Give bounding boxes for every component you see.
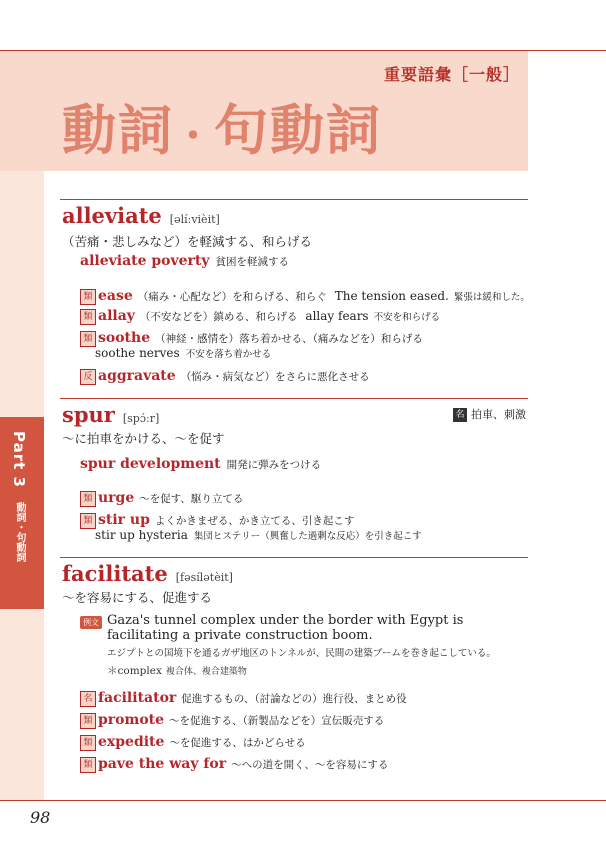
related-word: 類 pave the way for ～への道を開く、～を容易にする [80, 756, 388, 773]
headword: spur [spɔ́ːr] [62, 402, 160, 427]
page-number: 98 [30, 808, 51, 827]
synonym-badge: 類 [80, 491, 96, 507]
related-example: soothe nerves 不安を落ち着かせる [95, 346, 272, 360]
definition: （苦痛・悲しみなど）を軽減する、和らげる [62, 234, 313, 249]
example-translation: エジプトとの国境下を通るガザ地区のトンネルが、民間の建築ブームを巻き起こしている。 [107, 648, 496, 659]
related-word: 類 stir up よくかきまぜる、かき立てる、引き起こす [80, 512, 354, 529]
entry-divider [60, 199, 528, 200]
title-dot: ・ [174, 114, 215, 158]
antonym-badge: 反 [80, 369, 96, 385]
related-word: 類 allay （不安などを）鎮める、和らげる allay fears 不安を和らげる [80, 308, 440, 325]
pronunciation: [spɔ́ːr] [122, 412, 160, 425]
example-translation: 緊張は緩和した。 [453, 292, 530, 303]
synonym-badge: 類 [80, 309, 96, 325]
headword: alleviate [əlíːvièit] [62, 203, 220, 228]
title-main: 動詞 [62, 99, 174, 162]
part-sub-label: 動詞・句動詞 [14, 501, 25, 562]
title-sub: 句動詞 [214, 99, 383, 162]
example-sentence: Gaza's tunnel complex under the border with Egypt is facilitating a private construction boom. [107, 613, 464, 643]
related-word: 類 urge ～を促す、駆り立てる [80, 490, 243, 507]
example-phrase: allay fears [305, 309, 369, 323]
definition: ～を容易にする、促進する [62, 590, 213, 605]
collocation: spur development 開発に弾みをつける [80, 456, 322, 472]
related-word: 類 ease （痛み・心配など）を和らげる、和らぐ The tension eased. 緊張は緩和した。 [80, 288, 530, 305]
noun-badge: 名 [453, 408, 467, 422]
definition: ～に拍車をかける、～を促す [62, 431, 225, 446]
bottom-rule [0, 800, 606, 801]
headword: facilitate [fəsílətèit] [62, 561, 233, 586]
pronunciation: [əlíːvièit] [169, 213, 220, 226]
synonym-badge: 類 [80, 713, 96, 729]
pronunciation: [fəsílətèit] [175, 571, 233, 584]
entry-divider [60, 557, 528, 558]
part-label: Part 3 [10, 431, 28, 488]
related-word: 類 promote ～を促進する、（新製品などを）宣伝販売する [80, 712, 384, 729]
synonym-badge: 類 [80, 289, 96, 305]
synonym-badge: 類 [80, 513, 96, 529]
collocation-meaning: 開発に弾みをつける [226, 459, 322, 471]
noun-meaning: 名 拍車、刺激 [453, 406, 526, 422]
related-word: 類 expedite ～を促進する、はかどらせる [80, 734, 306, 751]
section-tag: 重要語彙［一般］ [383, 65, 520, 84]
related-example: stir up hysteria 集団ヒステリー（興奮した過剰な反応）を引き起こす [95, 528, 422, 542]
related-word: 名 facilitator 促進するもの、（討論などの）進行役、まとめ役 [80, 690, 407, 707]
page-title [62, 88, 382, 165]
collocation-meaning: 貧困を軽減する [215, 256, 290, 268]
related-word: 反 aggravate （悩み・病気など）をさらに悪化させる [80, 368, 370, 385]
synonym-badge: 類 [80, 757, 96, 773]
synonym-badge: 類 [80, 735, 96, 751]
related-word: 類 soothe （神経・感情を）落ち着かせる、（痛みなどを）和らげる [80, 330, 423, 347]
example-translation: 不安を和らげる [373, 312, 441, 323]
noun-form-badge: 名 [80, 691, 96, 707]
synonym-badge: 類 [80, 331, 96, 347]
collocation: alleviate poverty 貧困を軽減する [80, 253, 290, 269]
entry-divider [60, 398, 528, 399]
example-note: ＊complex 複合体、複合建築物 [107, 665, 247, 677]
example-badge: 例文 [80, 616, 102, 629]
part-side-tab [0, 417, 44, 609]
example-phrase: The tension eased. [334, 289, 449, 303]
